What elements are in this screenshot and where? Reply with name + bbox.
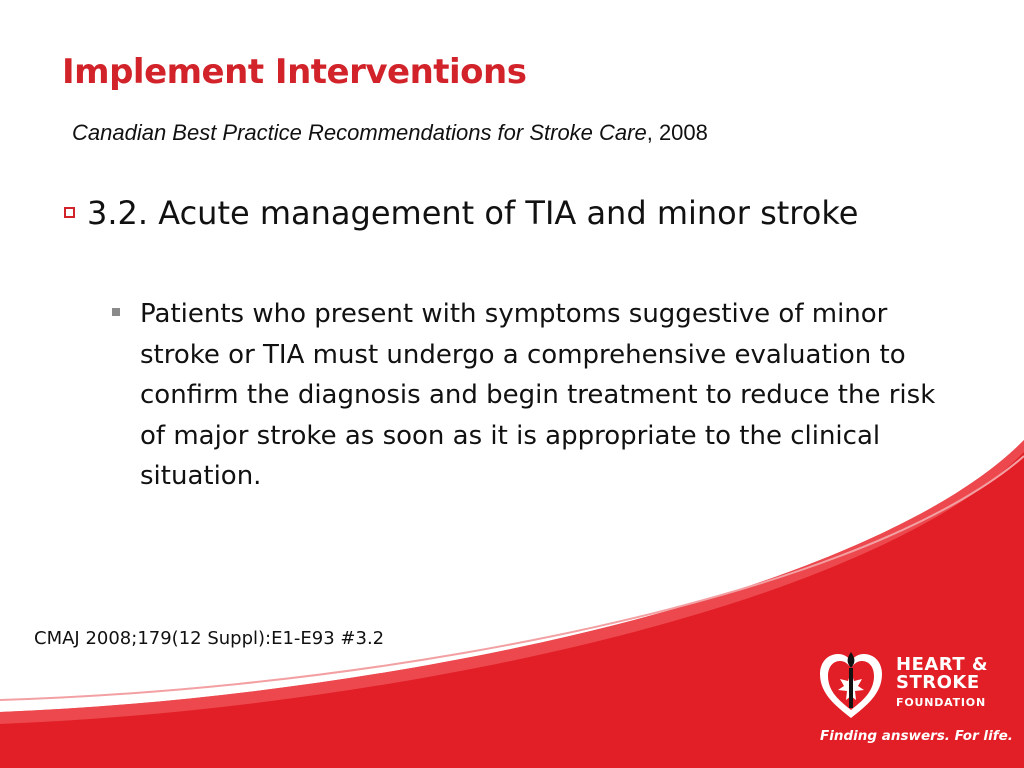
slide-subtitle xyxy=(72,120,708,146)
logo-line-foundation: FOUNDATION xyxy=(896,696,986,709)
subtitle-source: Canadian Best Practice Recommendations for Stroke Care xyxy=(72,120,647,145)
logo-line-stroke: STROKE xyxy=(896,672,980,693)
heart-torch-icon xyxy=(816,648,886,722)
sub-bullet-text: Patients who present with symptoms suggestive of minor stroke or TIA must undergo a comprehensive evaluation to confirm the diagnosis and begin treatment to reduce the risk of major stroke as soon as it is appropriate to the clinical situation. xyxy=(140,299,936,491)
square-bullet-icon xyxy=(112,308,120,316)
subtitle-year: , 2008 xyxy=(646,120,708,145)
logo-tagline: Finding answers. For life. xyxy=(820,728,1013,744)
citation: CMAJ 2008;179(12 Suppl):E1-E93 #3.2 xyxy=(34,628,385,649)
heart-stroke-logo xyxy=(812,648,1012,748)
logo-wordmark xyxy=(896,656,988,712)
box-bullet-icon xyxy=(64,207,75,218)
main-bullet xyxy=(64,192,864,234)
slide-title: Implement Interventions xyxy=(62,52,527,92)
logo-line-heart: HEART & xyxy=(896,654,989,675)
sub-bullet xyxy=(112,294,942,497)
main-bullet-text: 3.2. Acute management of TIA and minor stroke xyxy=(87,194,859,232)
